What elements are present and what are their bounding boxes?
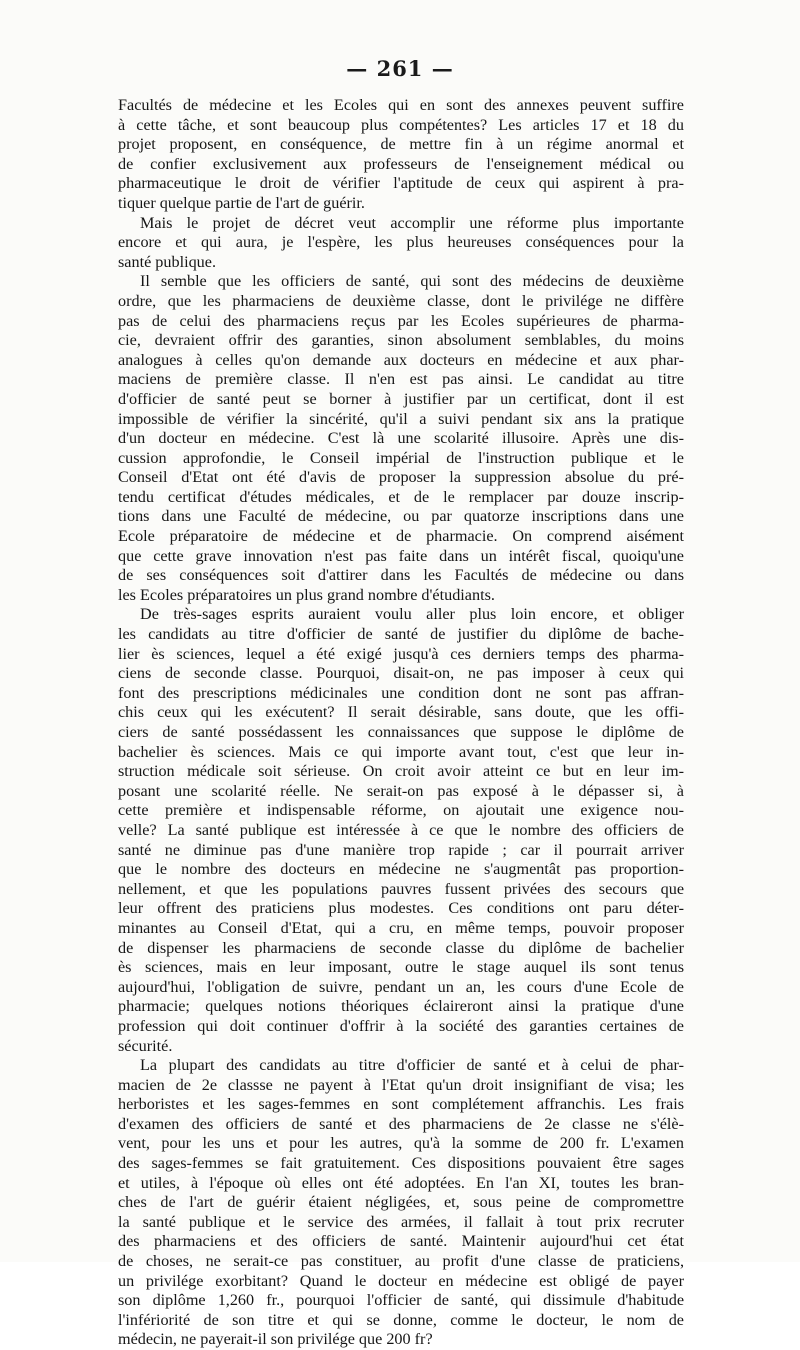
text-line: d'officier de santé peut se borner à justifier par un certificat, dont il est [118,389,684,408]
text-line: encore et qui aura, je l'espère, les plus heureuses conséquences pour la [118,233,684,252]
text-line: des pharmaciens et des officiers de santé. Maintenir aujourd'hui cet état [118,1232,684,1251]
page-number: — 261 — [346,56,454,81]
text-line: analogues à celles qu'on demande aux docteurs en médecine et aux phar- [118,350,684,369]
text-line: ciers de santé possédassent les connaissances que suppose le diplôme de [118,723,684,741]
text-line: ordre, que les pharmaciens de deuxième classe, dont le privilége ne diffère [118,291,684,310]
text-line: de dispenser les pharmaciens de seconde classe du diplôme de bachelier [118,938,684,957]
text-line: et utiles, à l'époque où elles ont été adoptées. En l'an XI, toutes les bran- [118,1173,684,1192]
text-line: ès sciences, mais en leur imposant, outre le stage auquel ils sont tenus [118,958,684,977]
text-line: Il semble que les officiers de santé, qui sont des médecins de deuxième [140,272,684,291]
text-line: santé ne diminue pas d'une manière trop rapide ; car il pourrait arriver [118,840,684,859]
text-line: font des prescriptions médicinales une condition dont ne sont pas affran- [118,683,684,702]
text-line: la santé publique et le service des armées, il fallait à tout prix recruter [118,1212,684,1231]
text-line: velle? La santé publique est intéressée à ce que le nombre des officiers de [118,820,684,839]
text-line: minantes au Conseil d'Etat, qui a cru, en même temps, pouvoir proposer [118,918,684,937]
text-line: Facultés de médecine et les Ecoles qui en sont des annexes peuvent suffire [118,96,684,114]
text-line: pharmacie; quelques notions théoriques éclaireront ainsi la pratique d'une [118,997,684,1016]
text-line: pharmaceutique le droit de vérifier l'aptitude de ceux qui aspirent à pra- [118,174,684,193]
text-line: Conseil d'Etat ont été d'avis de proposer la suppression absolue du pré- [118,468,684,487]
text-line: maciens de première classe. Il n'en est pas ainsi. Le candidat au titre [118,370,684,389]
text-line: les Ecoles préparatoires un plus grand nombre d'étudiants. [118,585,495,604]
text-line: que le nombre des docteurs en médecine ne s'augmentât pas proportion- [118,860,684,879]
text-line: à cette tâche, et sont beaucoup plus compétentes? Les articles 17 et 18 du [118,115,684,134]
text-line: tions dans une Faculté de médecine, ou par quatorze inscriptions dans une [118,507,684,526]
text-line: projet proposent, en conséquence, de mettre fin à un régime anormal et [118,135,684,154]
text-line: De très-sages esprits auraient voulu aller plus loin encore, et obliger [140,605,684,624]
text-line: tendu certificat d'études médicales, et de le remplacer par douze inscrip- [118,487,684,506]
text-line: leur offrent des praticiens plus modestes. Ces conditions ont paru déter- [118,899,684,918]
text-line: pas de celui des pharmaciens reçus par les Ecoles supérieures de pharma- [118,311,684,330]
text-line: Ecole préparatoire de médecine et de pharmacie. On comprend aisément [118,527,684,546]
text-line: cie, devraient offrir des garanties, sinon absolument semblables, du moins [118,331,684,350]
text-line: de ses conséquences soit d'attirer dans les Facultés de médecine ou dans [118,566,684,585]
text-line: médecin, ne payerait-il son privilége que 200 fr? [118,1330,433,1349]
text-line: de confier exclusivement aux professeurs de l'enseignement médical ou [118,154,684,173]
text-line: nellement, et que les populations pauvres fussent privées des secours que [118,879,684,898]
text-line: cussion approfondie, le Conseil impérial de l'instruction publique et le [118,448,684,467]
text-line: bachelier ès sciences. Mais ce qui importe avant tout, c'est que leur in- [118,742,684,761]
text-line: macien de 2e classse ne payent à l'Etat qu'un droit insignifiant de visa; les [118,1075,684,1094]
text-line: cette première et indispensable réforme, on ajoutait une exigence nou- [118,801,684,820]
text-line: herboristes et les sages-femmes en sont complétement affranchis. Les frais [118,1095,684,1114]
text-line: que cette grave innovation n'est pas faite dans un intérêt fiscal, quoiqu'une [118,546,684,565]
text-line: vent, pour les uns et pour les autres, qu'à la somme de 200 fr. L'examen [118,1134,684,1153]
text-line: chis ceux qui les exécutent? Il serait désirable, sans doute, que les offi- [118,703,684,722]
text-line: impossible de vérifier la sincérité, qu'il a suivi pendant six ans la pratique [118,409,684,428]
text-line: un privilége exorbitant? Quand le docteur en médecine est obligé de payer [118,1271,684,1290]
text-line: son diplôme 1,260 fr., pourquoi l'officier de santé, qui dissimule d'habitude [118,1291,684,1310]
text-line: santé publique. [118,252,217,271]
text-line: struction médicale soit sérieuse. On croit avoir atteint ce but en leur im- [118,762,684,781]
text-line: ciens de seconde classe. Pourquoi, disait-on, ne pas imposer à ceux qui [118,664,684,683]
text-line: aujourd'hui, l'obligation de suivre, pendant un an, les cours d'une Ecole de [118,977,684,996]
body-text [118,96,684,1350]
text-line: les candidats au titre d'officier de santé de justifier du diplôme de bache- [118,625,684,644]
text-line: d'examen des officiers de santé et des pharmaciens de 2e classe ne s'élè- [118,1114,684,1133]
text-line: sécurité. [118,1036,173,1055]
text-line: de choses, ne serait-ce pas constituer, au profit d'une classe de praticiens, [118,1252,684,1271]
text-line: l'infériorité de son titre et qui se donne, comme le docteur, le nom de [118,1310,684,1329]
text-line: des sages-femmes se fait gratuitement. Ces dispositions pouvaient être sages [118,1154,684,1173]
text-line: La plupart des candidats au titre d'officier de santé et à celui de phar- [140,1056,684,1075]
text-line: d'un docteur en médecine. C'est là une scolarité illusoire. Après une dis- [118,429,684,448]
text-line: profession qui doit continuer d'offrir à la société des garanties certaines de [118,1016,684,1035]
text-line: tiquer quelque partie de l'art de guérir. [118,193,365,212]
text-line: ches de l'art de guérir étaient négligées, et, sous peine de compromettre [118,1193,684,1212]
text-line: lier ès sciences, lequel a été exigé jusqu'à ces derniers temps des pharma- [118,644,684,663]
text-line: posant une scolarité réelle. Ne serait-on pas exposé à le dépasser si, à [118,781,684,800]
text-line: Mais le projet de décret veut accomplir une réforme plus importante [140,213,684,232]
